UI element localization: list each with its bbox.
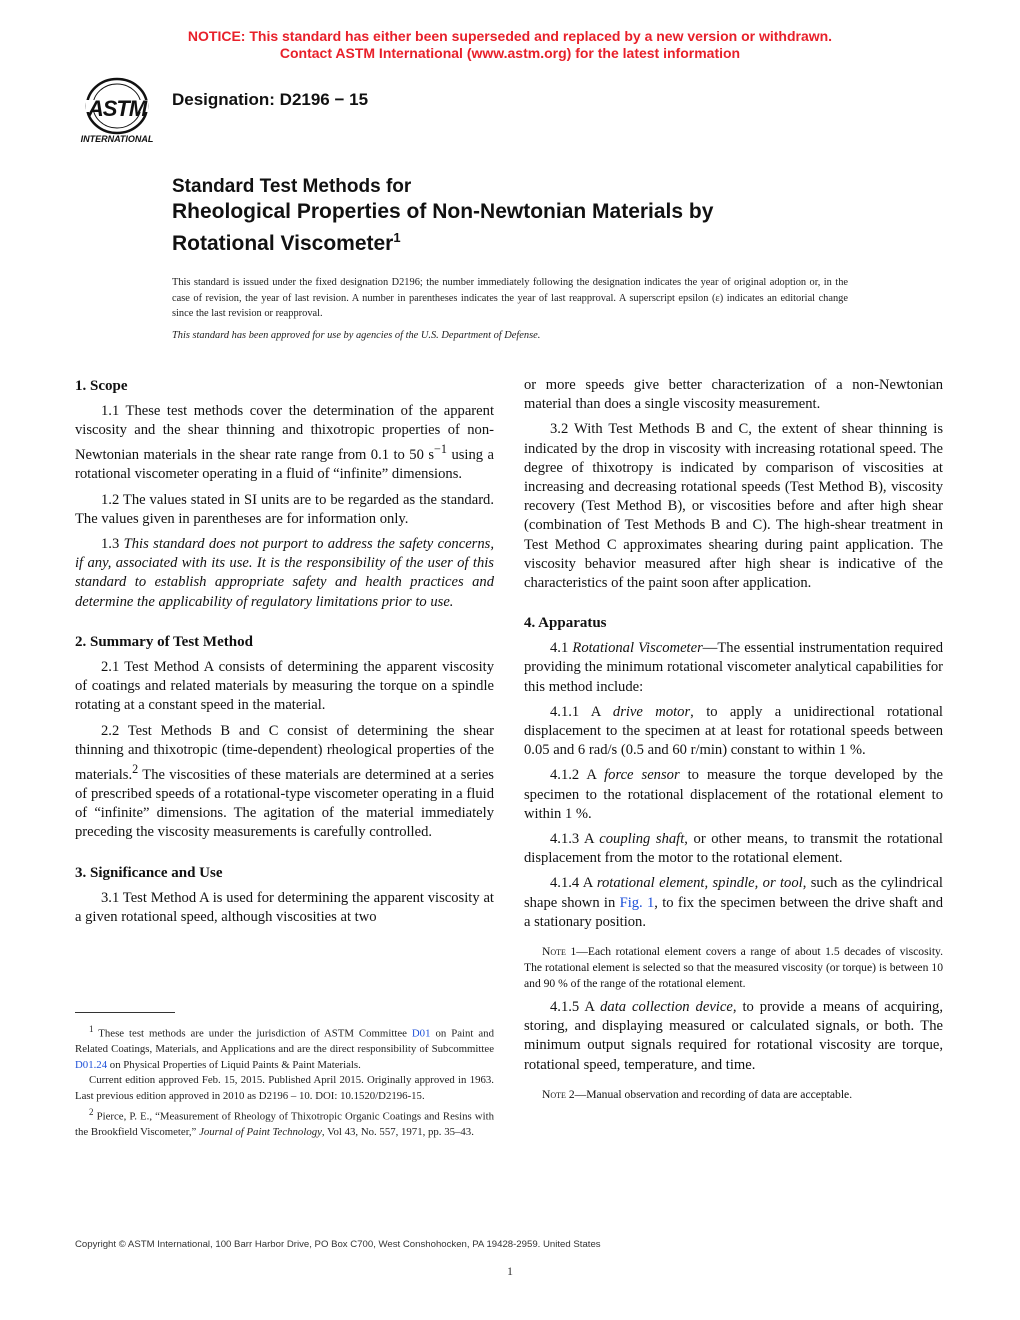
p-4-1-3-num: 4.1.3 A [550, 831, 600, 848]
section-1-heading: 1. Scope [75, 378, 128, 394]
paragraph-4-1-3 [524, 830, 943, 868]
note-2-label: Note 2 [542, 1087, 575, 1101]
notice-line-1: NOTICE: This standard has either been superseded and replaced by a new version or withdrawn. [187, 28, 833, 44]
paragraph-1-3 [75, 535, 494, 612]
footnote-divider [75, 1012, 175, 1013]
copyright-line: Copyright © ASTM International, 100 Barr Harbor Drive, PO Box C700, West Conshohocken, PA 19428-2959. United States [75, 1239, 601, 1250]
dod-approval-note: This standard has been approved for use by agencies of the U.S. Department of Defense. [172, 330, 541, 341]
p-4-1-4-text-b: , to fix the specimen between the drive shaft and a stationary position. [524, 894, 943, 930]
p-4-1-5-term: data collection device [600, 999, 733, 1016]
left-column [75, 376, 494, 933]
p-4-1-5-text: , to provide a means of acquiring, storing, and displaying measured or calculated signals, or both. The minimum output signals required for rotational viscosity are torque, rotational speed, temperature, and time. [524, 999, 943, 1073]
p-1-1-sup: −1 [434, 442, 447, 457]
astm-logo [72, 76, 162, 148]
p-4-1-4-num: 4.1.4 A [550, 875, 597, 892]
title-line-3-text: Rotational Viscometer [172, 232, 394, 255]
p-4-1-num: 4.1 [550, 640, 573, 657]
paragraph-1-1 [75, 402, 494, 485]
p-4-1-2-text: to measure the torque developed by the specimen to the rotational displacement of the rotational element to within 1 %. [524, 767, 944, 822]
title-line-3 [172, 225, 872, 257]
note-1 [524, 944, 943, 992]
p-4-1-4-term: rotational element, spindle, or tool [596, 875, 803, 892]
subcommittee-d01-24-link[interactable]: D01.24 [75, 1058, 108, 1071]
paragraph-2-1: 2.1 Test Method A consists of determining the apparent viscosity of coatings and related materials by measuring the torque on a spindle rotating at a constant speed in the material. [75, 658, 494, 714]
logo-subtext: INTERNATIONAL [80, 134, 154, 144]
fn1-text-c: on Physical Properties of Liquid Paints & Paint Materials. [107, 1058, 361, 1071]
right-column [524, 376, 943, 1109]
fn1-text-b: on Paint and Related Coatings, Materials, and Applications and are the direct responsibility of Subcommittee [75, 1027, 494, 1056]
p-4-1-1-text: , to apply a unidirectional rotational displacement to the specimen at at least for rotational speeds between 0.05 and 6 rad/s (0.5 and 60 r/min) constant to within 1 %. [524, 703, 943, 759]
fn2-marker: 2 [89, 1106, 94, 1117]
paragraph-1-2: 1.2 The values stated in SI units are to be regarded as the standard. The values given in parentheses are for information only. [75, 491, 494, 527]
note-2 [524, 1087, 943, 1103]
section-4-heading: 4. Apparatus [524, 615, 607, 632]
fn2-text-b: , Vol 43, No. 557, 1971, pp. 35–43. [321, 1125, 474, 1138]
logo-mark: ASTM [87, 96, 147, 121]
title-line-2: Rheological Properties of Non-Newtonian Materials by [172, 200, 714, 223]
p-1-1-text-b: using a rotational viscometer operating in a fluid of “infinite” dimensions. [75, 447, 495, 483]
paragraph-4-1-5 [524, 998, 943, 1075]
section-2-heading: 2. Summary of Test Method [75, 633, 253, 650]
p-4-1-3-term: coupling shaft [599, 831, 685, 848]
paragraph-3-1: 3.1 Test Method A is used for determining the apparent viscosity at a given rotational speed, although viscosities at two [75, 889, 494, 925]
figure-1-link[interactable]: Fig. 1 [619, 894, 655, 911]
p-4-1-5-num: 4.1.5 A [550, 999, 601, 1016]
p-1-1-text-a: 1.1 These test methods cover the determination of the apparent viscosity and the shear thinning and thixotropic properties of non-Newtonian materials in the shear rate range from 0.1 to 50 s [75, 403, 494, 464]
p-4-1-2-term: force sensor [604, 767, 680, 784]
footnotes [75, 1022, 494, 1140]
p-2-2-text-a: 2.2 Test Methods B and C consist of determining the shear thinning and thixotropic (time-dependent) rheological properties of the materials. [75, 722, 494, 783]
paragraph-4-1-2 [524, 766, 943, 824]
standard-issuance-note: This standard is issued under the fixed designation D2196; the number immediately following the designation indicates the year of original adoption or, in the case of revision, the year of last revision. A number in parentheses indicates the year of last reapproval. A superscript epsilon (ε) indicates an editorial change since the last revision or reapproval. [172, 277, 848, 320]
p-4-1-4-text-a: , such as the cylindrical shape shown in [524, 875, 943, 911]
fn2-journal: Journal of Paint Technology [199, 1125, 322, 1138]
p-1-3-num: 1.3 [101, 536, 124, 553]
committee-d01-link[interactable]: D01 [411, 1027, 431, 1040]
page-number: 1 [507, 1264, 513, 1278]
footnote-2 [75, 1105, 494, 1141]
footnote-ref-2[interactable]: 2 [132, 761, 139, 776]
p-4-1-2-num: 4.1.2 A [550, 767, 605, 784]
p-4-1-1-term: drive motor [612, 703, 691, 720]
paragraph-4-1-1 [524, 703, 943, 761]
notice-line-2: Contact ASTM International (www.astm.org) for the latest information [279, 45, 741, 61]
p-1-3-text: This standard does not purport to address the safety concerns, if any, associated with its use. It is the responsibility of the user of this standard to establish appropriate safety and health practices and determine the applicability of regulatory limitations prior to use. [75, 536, 494, 610]
paragraph-4-1 [524, 639, 943, 697]
p-4-1-term: Rotational Viscometer [572, 640, 703, 657]
p-4-1-3-text: , or other means, to transmit the rotational displacement from the motor to the rotational element. [524, 831, 943, 867]
p-2-2-text-b: The viscosities of these materials are determined at a series of prescribed speeds of a rotational-type viscometer operating in a fluid of “infinite” dimensions. The agitation of the material immediately preceding the viscosity measurements is carefully controlled. [75, 766, 494, 841]
p-4-1-text: —The essential instrumentation required providing the minimum rotational viscometer analytical capabilities for this method include: [524, 640, 944, 695]
designation: Designation: D2196 − 15 [172, 90, 369, 109]
note-1-label: Note 1 [542, 945, 577, 959]
paragraph-3-1-continued: or more speeds give better characterization of a non-Newtonian material than does a single viscosity measurement. [524, 377, 943, 413]
p-4-1-1-num: 4.1.1 A [550, 703, 613, 720]
withdrawal-notice [0, 28, 1020, 62]
title-line-1: Standard Test Methods for [172, 176, 412, 197]
document-title [172, 175, 872, 257]
note-1-text: —Each rotational element covers a range of about 1.5 decades of viscosity. The rotational element is selected so that the measured viscosity (or torque) is between 10 and 90 % of the range of the rotational element. [524, 945, 943, 991]
paragraph-4-1-4 [524, 874, 943, 932]
paragraph-3-2: 3.2 With Test Methods B and C, the extent of shear thinning is indicated by the drop in viscosity with increasing rotational speed. The degree of thixotropy is indicated by comparison of viscosities at increasing and decreasing rotational speeds (Test Method B), viscosity recovery (Test Method B), or viscosities before and after high shear (combination of Test Methods B and C). The high-shear treatment in Test Method C approximates shearing during paint application. The viscosity behavior measured after high shear is indicative of the characteristics of the paint soon after application. [524, 421, 943, 592]
footnote-1-edition: Current edition approved Feb. 15, 2015. Published April 2015. Originally approved in 1963. Last previous edition approved in 2010 as D2196 – 10. DOI: 10.1520/D2196-15. [75, 1074, 494, 1102]
section-3-heading: 3. Significance and Use [75, 864, 223, 881]
fn1-text-a: These test methods are under the jurisdiction of ASTM Committee [93, 1027, 412, 1040]
title-footnote-ref[interactable]: 1 [393, 230, 401, 245]
fn2-text-a: Pierce, P. E., “Measurement of Rheology of Thixotropic Organic Coatings and Resins with the Brookfield Viscometer,” [75, 1110, 494, 1138]
paragraph-2-2 [75, 722, 494, 843]
note-2-text: —Manual observation and recording of data are acceptable. [574, 1087, 853, 1101]
fn1-marker: 1 [89, 1024, 94, 1034]
footnote-1 [75, 1022, 494, 1073]
